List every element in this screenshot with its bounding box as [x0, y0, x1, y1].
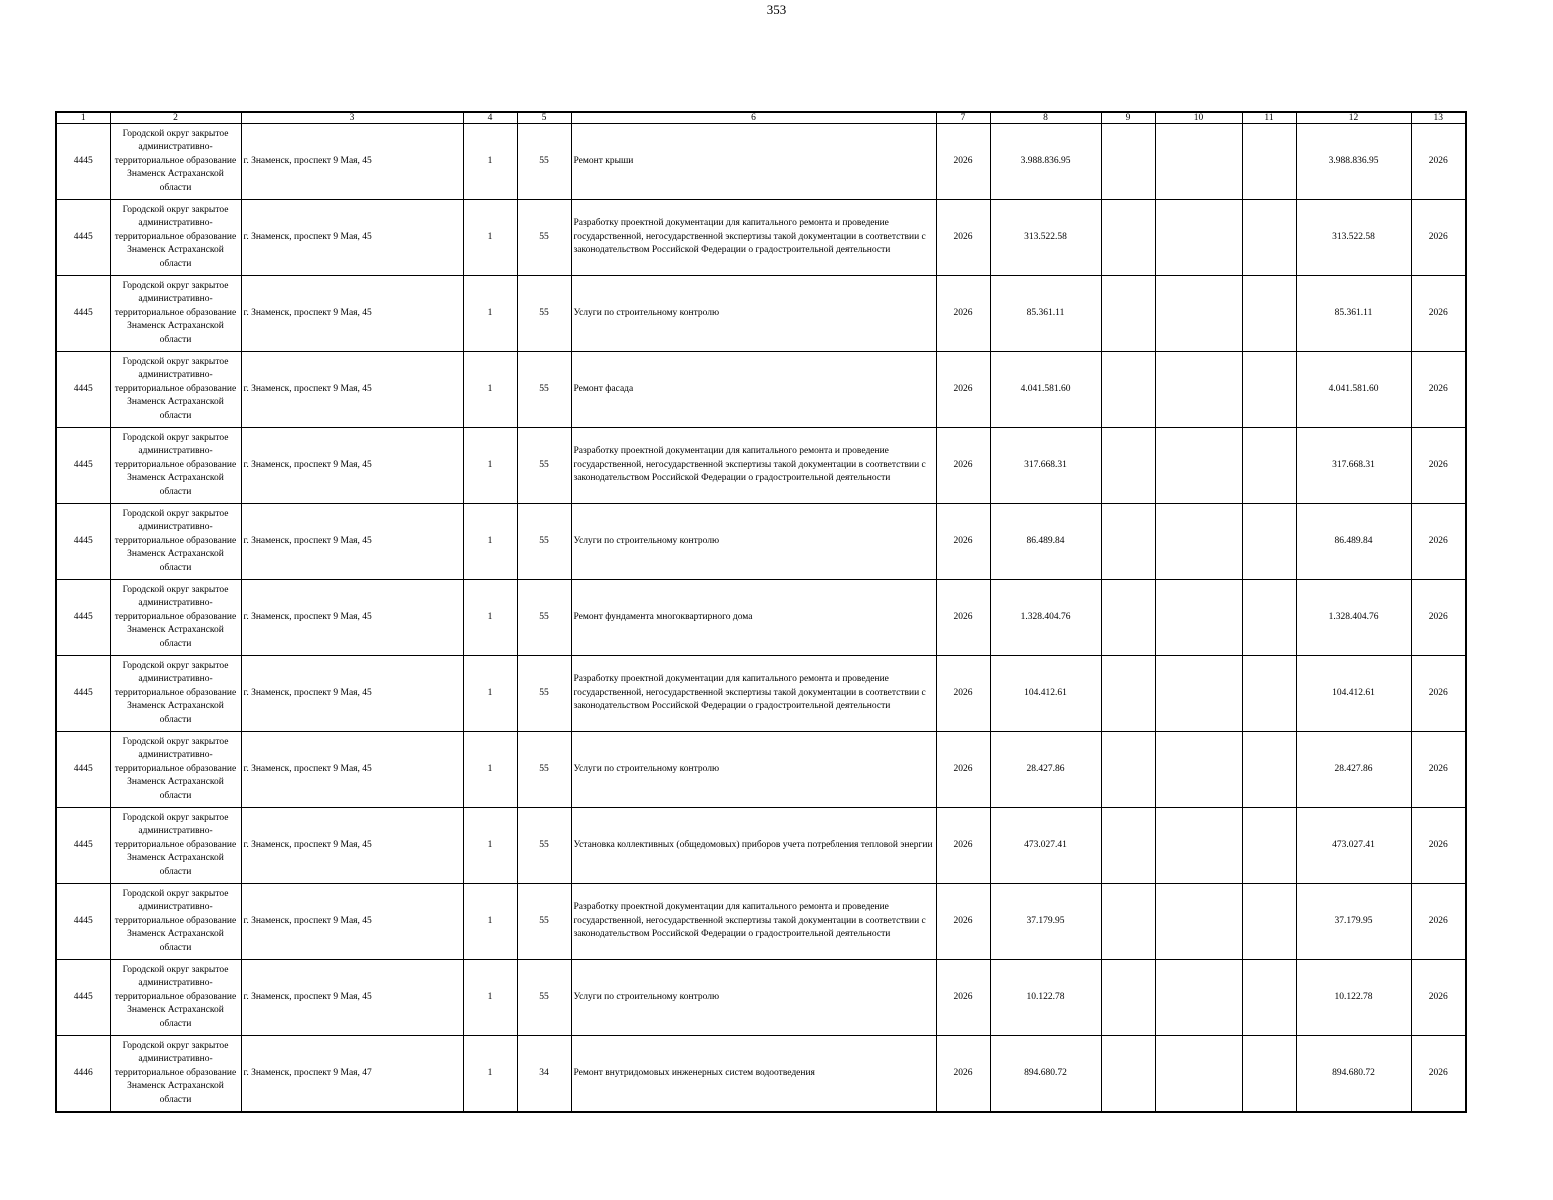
- address-cell: г. Знаменск, проспект 9 Мая, 45: [241, 124, 463, 200]
- col11-cell: [1242, 580, 1296, 656]
- number-cell: 55: [517, 960, 571, 1036]
- cost-cell: 85.361.11: [1296, 276, 1411, 352]
- number-cell: 55: [517, 808, 571, 884]
- col11-cell: [1242, 200, 1296, 276]
- work-type-cell: Разработку проектной документации для капитального ремонта и проведение государственной, негосударственной экспертизы такой документации в соответствии с законодательством Российской Федерации о градостроительной деятельности: [571, 656, 936, 732]
- year-cell: 2026: [936, 428, 990, 504]
- work-type-cell: Ремонт внутридомовых инженерных систем водоотведения: [571, 1036, 936, 1113]
- count-cell: 1: [463, 276, 517, 352]
- col11-cell: [1242, 276, 1296, 352]
- table-row: [56, 428, 1466, 504]
- col11-cell: [1242, 352, 1296, 428]
- total-cost-cell: 28.427.86: [990, 732, 1101, 808]
- end-year-cell: 2026: [1411, 808, 1466, 884]
- table-row: [56, 124, 1466, 200]
- total-cost-cell: 37.179.95: [990, 884, 1101, 960]
- table-row: [56, 732, 1466, 808]
- region-code-cell: 4445: [56, 276, 110, 352]
- work-type-cell: Ремонт фасада: [571, 352, 936, 428]
- end-year-cell: 2026: [1411, 960, 1466, 1036]
- address-cell: г. Знаменск, проспект 9 Мая, 45: [241, 352, 463, 428]
- col10-cell: [1155, 352, 1242, 428]
- address-cell: г. Знаменск, проспект 9 Мая, 45: [241, 276, 463, 352]
- work-type-cell: Услуги по строительному контролю: [571, 732, 936, 808]
- count-cell: 1: [463, 732, 517, 808]
- column-header-8: 8: [990, 112, 1101, 124]
- work-type-cell: Разработку проектной документации для капитального ремонта и проведение государственной, негосударственной экспертизы такой документации в соответствии с законодательством Российской Федерации о градостроительной деятельности: [571, 428, 936, 504]
- table-row: [56, 960, 1466, 1036]
- region-code-cell: 4445: [56, 200, 110, 276]
- address-cell: г. Знаменск, проспект 9 Мая, 45: [241, 656, 463, 732]
- col9-cell: [1101, 504, 1155, 580]
- municipality-cell: Городской округ закрытое административно-территориальное образование Знаменск Астраханской области: [110, 428, 241, 504]
- year-cell: 2026: [936, 1036, 990, 1113]
- count-cell: 1: [463, 200, 517, 276]
- address-cell: г. Знаменск, проспект 9 Мая, 45: [241, 580, 463, 656]
- cost-cell: 1.328.404.76: [1296, 580, 1411, 656]
- address-cell: г. Знаменск, проспект 9 Мая, 45: [241, 504, 463, 580]
- number-cell: 55: [517, 200, 571, 276]
- number-cell: 55: [517, 884, 571, 960]
- page-number: 353: [766, 2, 787, 17]
- municipality-cell: Городской округ закрытое административно-территориальное образование Знаменск Астраханской области: [110, 124, 241, 200]
- column-header-6: 6: [571, 112, 936, 124]
- col10-cell: [1155, 124, 1242, 200]
- region-code-cell: 4445: [56, 732, 110, 808]
- col11-cell: [1242, 960, 1296, 1036]
- cost-cell: 313.522.58: [1296, 200, 1411, 276]
- work-type-cell: Услуги по строительному контролю: [571, 960, 936, 1036]
- number-cell: 55: [517, 124, 571, 200]
- count-cell: 1: [463, 884, 517, 960]
- col11-cell: [1242, 504, 1296, 580]
- region-code-cell: 4446: [56, 1036, 110, 1113]
- region-code-cell: 4445: [56, 352, 110, 428]
- total-cost-cell: 313.522.58: [990, 200, 1101, 276]
- col9-cell: [1101, 1036, 1155, 1113]
- total-cost-cell: 3.988.836.95: [990, 124, 1101, 200]
- total-cost-cell: 86.489.84: [990, 504, 1101, 580]
- col10-cell: [1155, 428, 1242, 504]
- table-row: [56, 808, 1466, 884]
- table-row: [56, 1036, 1466, 1113]
- municipality-cell: Городской округ закрытое административно-территориальное образование Знаменск Астраханской области: [110, 732, 241, 808]
- address-cell: г. Знаменск, проспект 9 Мая, 45: [241, 884, 463, 960]
- col9-cell: [1101, 656, 1155, 732]
- address-cell: г. Знаменск, проспект 9 Мая, 47: [241, 1036, 463, 1113]
- col9-cell: [1101, 732, 1155, 808]
- table-row: [56, 200, 1466, 276]
- municipality-cell: Городской округ закрытое административно-территориальное образование Знаменск Астраханской области: [110, 580, 241, 656]
- municipality-cell: Городской округ закрытое административно-территориальное образование Знаменск Астраханской области: [110, 1036, 241, 1113]
- year-cell: 2026: [936, 960, 990, 1036]
- end-year-cell: 2026: [1411, 1036, 1466, 1113]
- cost-cell: 894.680.72: [1296, 1036, 1411, 1113]
- number-cell: 55: [517, 656, 571, 732]
- count-cell: 1: [463, 504, 517, 580]
- col9-cell: [1101, 124, 1155, 200]
- work-type-cell: Услуги по строительному контролю: [571, 504, 936, 580]
- region-code-cell: 4445: [56, 124, 110, 200]
- col10-cell: [1155, 580, 1242, 656]
- cost-cell: 86.489.84: [1296, 504, 1411, 580]
- work-type-cell: Услуги по строительному контролю: [571, 276, 936, 352]
- year-cell: 2026: [936, 732, 990, 808]
- number-cell: 55: [517, 580, 571, 656]
- end-year-cell: 2026: [1411, 580, 1466, 656]
- number-cell: 55: [517, 504, 571, 580]
- address-cell: г. Знаменск, проспект 9 Мая, 45: [241, 732, 463, 808]
- count-cell: 1: [463, 352, 517, 428]
- cost-cell: 10.122.78: [1296, 960, 1411, 1036]
- municipality-cell: Городской округ закрытое административно-территориальное образование Знаменск Астраханской области: [110, 200, 241, 276]
- address-cell: г. Знаменск, проспект 9 Мая, 45: [241, 808, 463, 884]
- column-header-5: 5: [517, 112, 571, 124]
- column-header-10: 10: [1155, 112, 1242, 124]
- number-cell: 55: [517, 428, 571, 504]
- cost-cell: 28.427.86: [1296, 732, 1411, 808]
- total-cost-cell: 104.412.61: [990, 656, 1101, 732]
- year-cell: 2026: [936, 884, 990, 960]
- total-cost-cell: 10.122.78: [990, 960, 1101, 1036]
- address-cell: г. Знаменск, проспект 9 Мая, 45: [241, 428, 463, 504]
- col10-cell: [1155, 276, 1242, 352]
- total-cost-cell: 317.668.31: [990, 428, 1101, 504]
- col9-cell: [1101, 428, 1155, 504]
- table-row: [56, 504, 1466, 580]
- work-type-cell: Разработку проектной документации для капитального ремонта и проведение государственной, негосударственной экспертизы такой документации в соответствии с законодательством Российской Федерации о градостроительной деятельности: [571, 884, 936, 960]
- year-cell: 2026: [936, 276, 990, 352]
- col10-cell: [1155, 808, 1242, 884]
- table-row: [56, 884, 1466, 960]
- table-row: [56, 276, 1466, 352]
- column-header-13: 13: [1411, 112, 1466, 124]
- number-cell: 55: [517, 352, 571, 428]
- municipality-cell: Городской округ закрытое административно-территориальное образование Знаменск Астраханской области: [110, 352, 241, 428]
- end-year-cell: 2026: [1411, 656, 1466, 732]
- total-cost-cell: 85.361.11: [990, 276, 1101, 352]
- municipality-cell: Городской округ закрытое административно-территориальное образование Знаменск Астраханской области: [110, 884, 241, 960]
- count-cell: 1: [463, 808, 517, 884]
- count-cell: 1: [463, 960, 517, 1036]
- region-code-cell: 4445: [56, 504, 110, 580]
- year-cell: 2026: [936, 200, 990, 276]
- end-year-cell: 2026: [1411, 124, 1466, 200]
- col9-cell: [1101, 200, 1155, 276]
- year-cell: 2026: [936, 808, 990, 884]
- cost-cell: 317.668.31: [1296, 428, 1411, 504]
- col9-cell: [1101, 808, 1155, 884]
- municipality-cell: Городской округ закрытое административно-территориальное образование Знаменск Астраханской области: [110, 276, 241, 352]
- end-year-cell: 2026: [1411, 352, 1466, 428]
- total-cost-cell: 473.027.41: [990, 808, 1101, 884]
- work-type-cell: Разработку проектной документации для капитального ремонта и проведение государственной, негосударственной экспертизы такой документации в соответствии с законодательством Российской Федерации о градостроительной деятельности: [571, 200, 936, 276]
- col11-cell: [1242, 656, 1296, 732]
- table-row: [56, 580, 1466, 656]
- end-year-cell: 2026: [1411, 200, 1466, 276]
- work-type-cell: Ремонт крыши: [571, 124, 936, 200]
- col9-cell: [1101, 884, 1155, 960]
- count-cell: 1: [463, 124, 517, 200]
- column-header-1: 1: [56, 112, 110, 124]
- year-cell: 2026: [936, 352, 990, 428]
- col11-cell: [1242, 884, 1296, 960]
- col11-cell: [1242, 808, 1296, 884]
- region-code-cell: 4445: [56, 428, 110, 504]
- col10-cell: [1155, 960, 1242, 1036]
- cost-cell: 37.179.95: [1296, 884, 1411, 960]
- region-code-cell: 4445: [56, 884, 110, 960]
- col10-cell: [1155, 504, 1242, 580]
- work-type-cell: Ремонт фундамента многоквартирного дома: [571, 580, 936, 656]
- count-cell: 1: [463, 1036, 517, 1113]
- col11-cell: [1242, 732, 1296, 808]
- address-cell: г. Знаменск, проспект 9 Мая, 45: [241, 200, 463, 276]
- region-code-cell: 4445: [56, 580, 110, 656]
- number-cell: 55: [517, 276, 571, 352]
- column-header-11: 11: [1242, 112, 1296, 124]
- end-year-cell: 2026: [1411, 732, 1466, 808]
- year-cell: 2026: [936, 580, 990, 656]
- total-cost-cell: 4.041.581.60: [990, 352, 1101, 428]
- end-year-cell: 2026: [1411, 428, 1466, 504]
- column-header-7: 7: [936, 112, 990, 124]
- col10-cell: [1155, 200, 1242, 276]
- col9-cell: [1101, 352, 1155, 428]
- cost-cell: 3.988.836.95: [1296, 124, 1411, 200]
- municipality-cell: Городской округ закрытое административно-территориальное образование Знаменск Астраханской области: [110, 960, 241, 1036]
- end-year-cell: 2026: [1411, 504, 1466, 580]
- end-year-cell: 2026: [1411, 884, 1466, 960]
- municipality-cell: Городской округ закрытое административно-территориальное образование Знаменск Астраханской области: [110, 808, 241, 884]
- number-cell: 34: [517, 1036, 571, 1113]
- table-row: [56, 656, 1466, 732]
- year-cell: 2026: [936, 124, 990, 200]
- works-table: [55, 111, 1467, 1113]
- column-header-2: 2: [110, 112, 241, 124]
- col10-cell: [1155, 884, 1242, 960]
- col11-cell: [1242, 124, 1296, 200]
- cost-cell: 473.027.41: [1296, 808, 1411, 884]
- table-body: [56, 124, 1466, 1113]
- column-header-3: 3: [241, 112, 463, 124]
- work-type-cell: Установка коллективных (общедомовых) приборов учета потребления тепловой энергии: [571, 808, 936, 884]
- col9-cell: [1101, 960, 1155, 1036]
- region-code-cell: 4445: [56, 960, 110, 1036]
- col11-cell: [1242, 1036, 1296, 1113]
- region-code-cell: 4445: [56, 656, 110, 732]
- col10-cell: [1155, 656, 1242, 732]
- col9-cell: [1101, 276, 1155, 352]
- column-header-9: 9: [1101, 112, 1155, 124]
- municipality-cell: Городской округ закрытое административно-территориальное образование Знаменск Астраханской области: [110, 656, 241, 732]
- col10-cell: [1155, 732, 1242, 808]
- cost-cell: 4.041.581.60: [1296, 352, 1411, 428]
- end-year-cell: 2026: [1411, 276, 1466, 352]
- column-header-12: 12: [1296, 112, 1411, 124]
- municipality-cell: Городской округ закрытое административно-территориальное образование Знаменск Астраханской области: [110, 504, 241, 580]
- col11-cell: [1242, 428, 1296, 504]
- cost-cell: 104.412.61: [1296, 656, 1411, 732]
- region-code-cell: 4445: [56, 808, 110, 884]
- count-cell: 1: [463, 580, 517, 656]
- total-cost-cell: 894.680.72: [990, 1036, 1101, 1113]
- table-row: [56, 352, 1466, 428]
- address-cell: г. Знаменск, проспект 9 Мая, 45: [241, 960, 463, 1036]
- table-header-row: [56, 112, 1466, 124]
- column-header-4: 4: [463, 112, 517, 124]
- number-cell: 55: [517, 732, 571, 808]
- col9-cell: [1101, 580, 1155, 656]
- total-cost-cell: 1.328.404.76: [990, 580, 1101, 656]
- year-cell: 2026: [936, 504, 990, 580]
- count-cell: 1: [463, 656, 517, 732]
- year-cell: 2026: [936, 656, 990, 732]
- col10-cell: [1155, 1036, 1242, 1113]
- count-cell: 1: [463, 428, 517, 504]
